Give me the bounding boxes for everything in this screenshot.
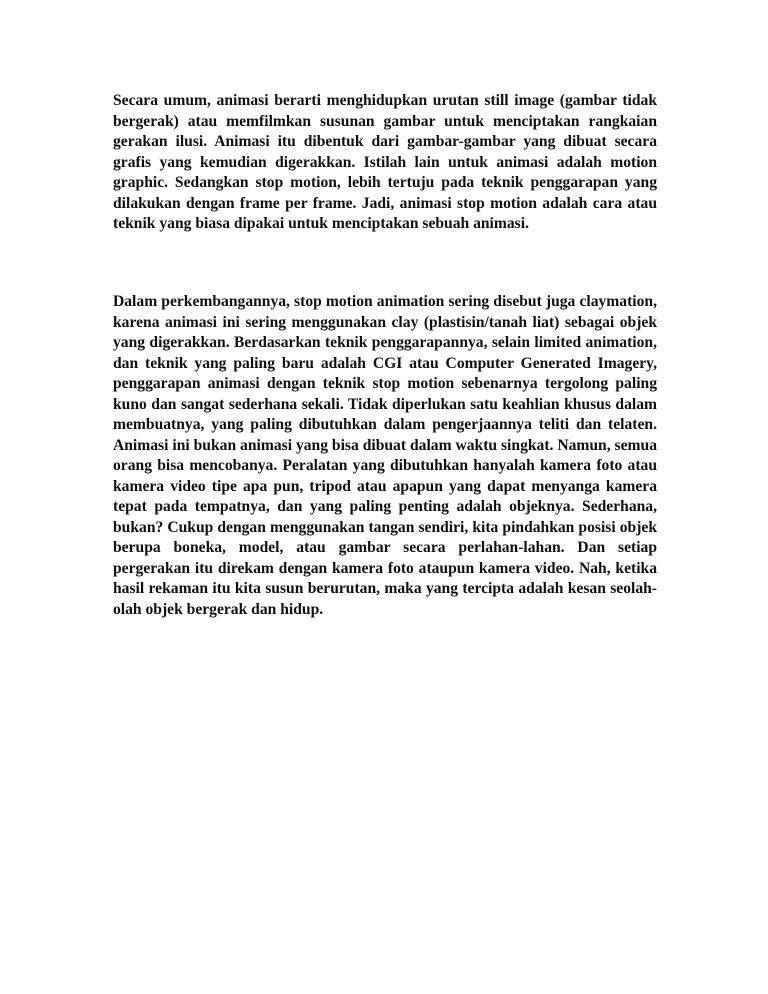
paragraph-intro: Secara umum, animasi berarti menghidupkan urutan still image (gambar tidak bergerak) atau memfilmkan susunan gambar untuk menciptakan rangkaian gerakan ilusi. Animasi itu dibentuk dari gambar-gambar yang dibuat secara grafis yang kemudian digerakkan. Istilah lain untuk animasi adalah motion graphic. Sedangkan stop motion, lebih tertuju pada teknik penggarapan yang dilakukan dengan frame per frame. Jadi, animasi stop motion adalah cara atau teknik yang biasa dipakai untuk menciptakan sebuah animasi.	[113, 92, 657, 232]
paragraph-stop-motion: Dalam perkembangannya, stop motion animation sering disebut juga claymation, karena animasi ini sering menggunakan clay (plastisin/tanah liat) sebagai objek yang digerakkan. Berdasarkan teknik penggarapannya, selain limited animation, dan teknik yang paling baru adalah CGI atau Computer Generated Imagery, penggarapan animasi dengan teknik stop motion sebenarnya tergolong paling kuno dan sangat sederhana sekali. Tidak diperlukan satu keahlian khusus dalam membuatnya, yang paling dibutuhkan dalam pengerjaannya teliti dan telaten. Animasi ini bukan animasi yang bisa dibuat dalam waktu singkat. Namun, semua orang bisa mencobanya. Peralatan yang dibutuhkan hanyalah kamera foto atau kamera video tipe apa pun, tripod atau apapun yang dapat menyanga kamera tepat pada tempatnya, dan yang paling penting adalah objeknya. Sederhana, bukan? Cukup dengan menggunakan tangan sendiri, kita pindahkan posisi objek berupa boneka, model, atau gambar secara perlahan-lahan. Dan setiap pergerakan itu direkam dengan kamera foto ataupun kamera video. Nah, ketika hasil rekaman itu kita susun berurutan, maka yang tercipta adalah kesan seolah-olah objek bergerak dan hidup.	[113, 293, 657, 618]
